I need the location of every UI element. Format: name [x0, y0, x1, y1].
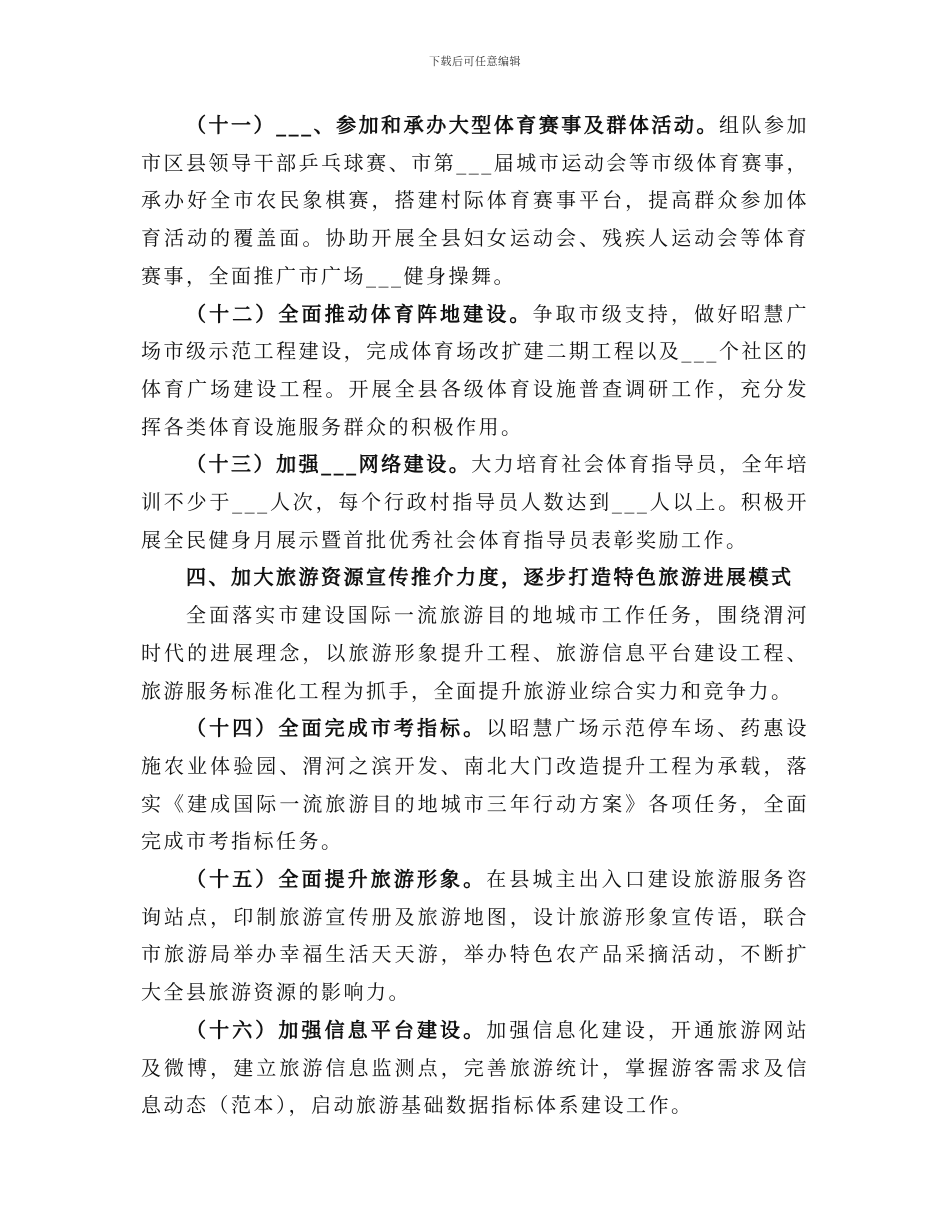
- paragraph-14-body: 以昭慧广场示范停车场、药惠设施农业体验园、渭河之滨开发、南北大门改造提升工程为承载，落实《建成国际一流旅游目的地城市三年行动方案》各项任务，全面完成市考指标任务。: [141, 716, 809, 854]
- paragraph-12-body: 争取市级支持，做好昭慧广场市级示范工程建设，完成体育场改扩建二期工程以及___个社区的体育广场建设工程。开展全县各级体育设施普查调研工作，充分发挥各类体育设施服务群众的积极作用。: [141, 301, 810, 439]
- paragraph-13-lead: （十三）加强___网络建设。: [186, 452, 472, 477]
- paragraph-15-lead: （十五）全面提升旅游形象。: [186, 867, 487, 892]
- paragraph-15: [141, 861, 809, 1012]
- paragraph-13: [141, 446, 809, 559]
- paragraph-12: [141, 296, 809, 447]
- paragraph-11-lead: （十一）___、参加和承办大型体育赛事及群体活动。: [186, 113, 719, 137]
- paragraph-11-body: 组队参加市区县领导干部乒乓球赛、市第___届城市运动会等市级体育赛事，承办好全市农民象棋赛，搭建村际体育赛事平台，提高群众参加体育活动的覆盖面。协助开展全县妇女运动会、残疾人运动会等体育赛事，全面推广市广场___健身操舞。: [141, 113, 810, 288]
- paragraph-15-body: 在县城主出入口建设旅游服务咨询站点，印制旅游宣传册及旅游地图，设计旅游形象宣传语，联合市旅游局举办幸福生活天天游，举办特色农产品采摘活动，不断扩大全县旅游资源的影响力。: [141, 867, 809, 1005]
- document-body: [141, 107, 809, 1125]
- paragraph-14: [141, 710, 809, 861]
- paragraph-14-lead: （十四）全面完成市考指标。: [186, 716, 487, 741]
- paragraph-11: [141, 107, 809, 296]
- paragraph-12-lead: （十二）全面推动体育阵地建设。: [186, 301, 533, 326]
- page-header: 下载后可任意编辑: [429, 55, 521, 68]
- paragraph-16-lead: （十六）加强信息平台建设。: [186, 1017, 487, 1042]
- section-intro: 全面落实市建设国际一流旅游目的地城市工作任务，围绕渭河时代的进展理念，以旅游形象提升工程、旅游信息平台建设工程、旅游服务标准化工程为抓手，全面提升旅游业综合实力和竞争力。: [141, 603, 809, 703]
- section-heading: 四、加大旅游资源宣传推介力度，逐步打造特色旅游进展模式: [186, 565, 794, 590]
- paragraph-13-body: 大力培育社会体育指导员，全年培训不少于___人次，每个行政村指导员人数达到___人以上。积极开展全民健身月展示暨首批优秀社会体育指导员表彰奖励工作。: [141, 452, 810, 552]
- paragraph-16: [141, 1012, 809, 1125]
- paragraph-16-body: 加强信息化建设，开通旅游网站及微博，建立旅游信息监测点，完善旅游统计，掌握游客需求及信息动态（范本），启动旅游基础数据指标体系建设工作。: [141, 1017, 809, 1118]
